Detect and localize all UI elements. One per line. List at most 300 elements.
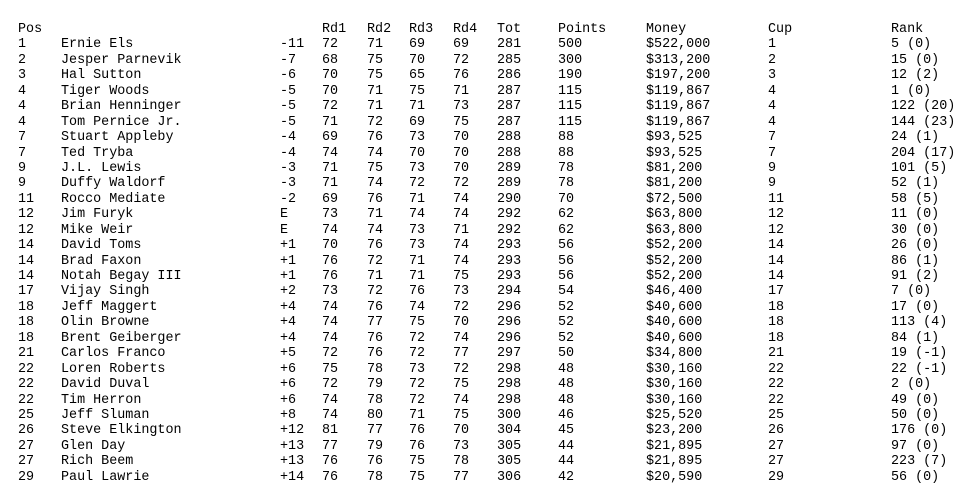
- cell-rd4: 72: [453, 52, 470, 68]
- cell-rank: 17 (0): [891, 299, 940, 315]
- cell-rd3: 73: [409, 238, 426, 254]
- cell-rd4: 72: [453, 176, 470, 192]
- cell-player-name: Paul Lawrie: [61, 469, 150, 485]
- cell-rd4: 70: [453, 315, 470, 331]
- cell-points: 46: [558, 407, 575, 423]
- cell-rank: 26 (0): [891, 238, 940, 254]
- table-row: [18, 68, 978, 83]
- cell-cup: 27: [768, 454, 785, 470]
- cell-points: 500: [558, 37, 583, 53]
- cell-player-name: Jesper Parnevik: [61, 52, 182, 68]
- cell-to-par: +6: [280, 377, 297, 393]
- header-tot: Tot: [497, 22, 522, 37]
- cell-total: 305: [497, 454, 522, 470]
- cell-rd4: 70: [453, 130, 470, 146]
- cell-rd2: 76: [367, 299, 384, 315]
- cell-rank: 176 (0): [891, 423, 948, 439]
- cell-rd3: 75: [409, 83, 426, 99]
- cell-player-name: Jim Furyk: [61, 207, 134, 223]
- cell-money: $52,200: [646, 253, 703, 269]
- cell-cup: 22: [768, 361, 785, 377]
- cell-money: $119,867: [646, 83, 711, 99]
- cell-money: $93,525: [646, 130, 703, 146]
- cell-to-par: -7: [280, 52, 297, 68]
- cell-player-name: Notah Begay III: [61, 269, 182, 284]
- cell-rd4: 74: [453, 207, 470, 223]
- cell-pos: 22: [18, 361, 35, 377]
- cell-total: 292: [497, 222, 522, 238]
- cell-rank: 204 (17): [891, 145, 956, 161]
- cell-rd2: 72: [367, 253, 384, 269]
- cell-pos: 7: [18, 130, 27, 146]
- cell-pos: 4: [18, 114, 27, 130]
- cell-total: 296: [497, 330, 522, 346]
- cell-rd1: 70: [322, 68, 339, 84]
- cell-total: 298: [497, 392, 522, 408]
- cell-rd1: 73: [322, 284, 339, 300]
- cell-total: 281: [497, 37, 522, 53]
- cell-rd3: 71: [409, 407, 426, 423]
- header-rd1: Rd1: [322, 22, 347, 37]
- cell-points: 52: [558, 330, 575, 346]
- cell-rd3: 71: [409, 253, 426, 269]
- cell-player-name: Jeff Maggert: [61, 299, 158, 315]
- header-rd2: Rd2: [367, 22, 392, 37]
- table-row: [18, 377, 978, 392]
- cell-rd3: 71: [409, 191, 426, 207]
- cell-cup: 18: [768, 330, 785, 346]
- cell-rd2: 76: [367, 238, 384, 254]
- cell-rd3: 71: [409, 99, 426, 115]
- cell-money: $40,600: [646, 330, 703, 346]
- cell-to-par: -5: [280, 99, 297, 115]
- cell-total: 293: [497, 269, 522, 284]
- cell-points: 48: [558, 392, 575, 408]
- cell-money: $30,160: [646, 392, 703, 408]
- cell-rd1: 74: [322, 392, 339, 408]
- cell-rd2: 76: [367, 454, 384, 470]
- cell-rd1: 72: [322, 37, 339, 53]
- cell-money: $21,895: [646, 454, 703, 470]
- cell-cup: 12: [768, 207, 785, 223]
- cell-rd4: 70: [453, 160, 470, 176]
- cell-to-par: -3: [280, 176, 297, 192]
- cell-to-par: E: [280, 222, 289, 238]
- cell-rd2: 78: [367, 469, 384, 485]
- cell-money: $522,000: [646, 37, 711, 53]
- cell-to-par: -4: [280, 130, 297, 146]
- cell-total: 296: [497, 299, 522, 315]
- cell-cup: 22: [768, 392, 785, 408]
- cell-total: 290: [497, 191, 522, 207]
- cell-rd3: 73: [409, 160, 426, 176]
- cell-rd4: 70: [453, 145, 470, 161]
- cell-points: 70: [558, 191, 575, 207]
- cell-rd3: 75: [409, 315, 426, 331]
- cell-player-name: Brian Henninger: [61, 99, 182, 115]
- cell-player-name: Ted Tryba: [61, 145, 134, 161]
- cell-rd3: 70: [409, 145, 426, 161]
- cell-to-par: -5: [280, 114, 297, 130]
- cell-player-name: Rocco Mediate: [61, 191, 166, 207]
- cell-pos: 17: [18, 284, 35, 300]
- cell-points: 44: [558, 454, 575, 470]
- table-row: [18, 238, 978, 253]
- cell-rank: 15 (0): [891, 52, 940, 68]
- cell-rank: 101 (5): [891, 160, 948, 176]
- cell-cup: 14: [768, 253, 785, 269]
- cell-rd2: 75: [367, 68, 384, 84]
- cell-cup: 27: [768, 438, 785, 454]
- cell-total: 289: [497, 160, 522, 176]
- cell-rd2: 71: [367, 37, 384, 53]
- cell-rd3: 65: [409, 68, 426, 84]
- cell-player-name: Carlos Franco: [61, 346, 166, 362]
- cell-to-par: +4: [280, 315, 297, 331]
- cell-total: 304: [497, 423, 522, 439]
- cell-cup: 29: [768, 469, 785, 485]
- cell-pos: 3: [18, 68, 27, 84]
- cell-points: 56: [558, 253, 575, 269]
- cell-pos: 1: [18, 37, 27, 53]
- cell-rd3: 70: [409, 52, 426, 68]
- cell-to-par: +1: [280, 238, 297, 254]
- cell-player-name: Glen Day: [61, 438, 126, 454]
- cell-player-name: Stuart Appleby: [61, 130, 174, 146]
- cell-total: 306: [497, 469, 522, 485]
- cell-rd2: 71: [367, 269, 384, 284]
- table-row: [18, 130, 978, 145]
- cell-points: 62: [558, 207, 575, 223]
- table-row: [18, 423, 978, 438]
- cell-player-name: Steve Elkington: [61, 423, 182, 439]
- cell-points: 52: [558, 315, 575, 331]
- cell-rd1: 76: [322, 269, 339, 284]
- cell-money: $197,200: [646, 68, 711, 84]
- cell-rd1: 77: [322, 438, 339, 454]
- cell-to-par: -5: [280, 83, 297, 99]
- cell-player-name: J.L. Lewis: [61, 160, 142, 176]
- cell-rd3: 73: [409, 130, 426, 146]
- cell-rd1: 76: [322, 469, 339, 485]
- cell-points: 300: [558, 52, 583, 68]
- cell-money: $63,800: [646, 222, 703, 238]
- cell-rd2: 71: [367, 83, 384, 99]
- cell-player-name: Hal Sutton: [61, 68, 142, 84]
- table-row: [18, 346, 978, 361]
- cell-rd3: 74: [409, 299, 426, 315]
- cell-rd2: 72: [367, 114, 384, 130]
- cell-rd2: 71: [367, 207, 384, 223]
- header-cup: Cup: [768, 22, 793, 37]
- cell-cup: 14: [768, 269, 785, 284]
- cell-rank: 50 (0): [891, 407, 940, 423]
- cell-rank: 24 (1): [891, 130, 940, 146]
- cell-cup: 21: [768, 346, 785, 362]
- cell-pos: 2: [18, 52, 27, 68]
- cell-to-par: +6: [280, 361, 297, 377]
- cell-rank: 7 (0): [891, 284, 932, 300]
- cell-rank: 223 (7): [891, 454, 948, 470]
- header-money: Money: [646, 22, 687, 37]
- cell-rd4: 72: [453, 361, 470, 377]
- cell-points: 48: [558, 361, 575, 377]
- cell-pos: 9: [18, 160, 27, 176]
- cell-pos: 11: [18, 191, 35, 207]
- cell-rd3: 76: [409, 284, 426, 300]
- cell-rd3: 73: [409, 222, 426, 238]
- cell-pos: 12: [18, 222, 35, 238]
- cell-rd4: 76: [453, 68, 470, 84]
- cell-rd1: 72: [322, 346, 339, 362]
- cell-rd4: 71: [453, 83, 470, 99]
- cell-rd3: 72: [409, 176, 426, 192]
- cell-rd2: 71: [367, 99, 384, 115]
- cell-rd1: 76: [322, 253, 339, 269]
- cell-player-name: Brad Faxon: [61, 253, 142, 269]
- table-row: [18, 161, 978, 176]
- cell-player-name: Vijay Singh: [61, 284, 150, 300]
- cell-total: 298: [497, 361, 522, 377]
- cell-rd4: 71: [453, 222, 470, 238]
- cell-points: 50: [558, 346, 575, 362]
- cell-pos: 18: [18, 299, 35, 315]
- cell-rank: 86 (1): [891, 253, 940, 269]
- cell-rd4: 77: [453, 469, 470, 485]
- cell-pos: 14: [18, 253, 35, 269]
- cell-pos: 14: [18, 238, 35, 254]
- cell-rank: 22 (-1): [891, 361, 948, 377]
- cell-total: 293: [497, 253, 522, 269]
- cell-money: $23,200: [646, 423, 703, 439]
- cell-pos: 4: [18, 99, 27, 115]
- table-row: [18, 408, 978, 423]
- cell-cup: 17: [768, 284, 785, 300]
- cell-money: $25,520: [646, 407, 703, 423]
- cell-to-par: +12: [280, 423, 305, 439]
- cell-to-par: -4: [280, 145, 297, 161]
- cell-money: $313,200: [646, 52, 711, 68]
- cell-rd1: 71: [322, 114, 339, 130]
- cell-total: 293: [497, 238, 522, 254]
- cell-rd2: 80: [367, 407, 384, 423]
- cell-money: $81,200: [646, 160, 703, 176]
- cell-rd4: 73: [453, 99, 470, 115]
- cell-money: $34,800: [646, 346, 703, 362]
- cell-cup: 4: [768, 99, 777, 115]
- cell-total: 288: [497, 130, 522, 146]
- cell-points: 78: [558, 176, 575, 192]
- cell-rd4: 74: [453, 191, 470, 207]
- cell-player-name: Olin Browne: [61, 315, 150, 331]
- cell-money: $72,500: [646, 191, 703, 207]
- cell-cup: 18: [768, 299, 785, 315]
- cell-rank: 2 (0): [891, 377, 932, 393]
- cell-pos: 12: [18, 207, 35, 223]
- cell-player-name: Duffy Waldorf: [61, 176, 166, 192]
- table-row: [18, 146, 978, 161]
- cell-total: 287: [497, 114, 522, 130]
- cell-pos: 29: [18, 469, 35, 485]
- cell-rd3: 75: [409, 454, 426, 470]
- table-row: [18, 99, 978, 114]
- table-row: [18, 84, 978, 99]
- cell-cup: 1: [768, 37, 777, 53]
- cell-rd4: 73: [453, 438, 470, 454]
- cell-rank: 1 (0): [891, 83, 932, 99]
- cell-rd1: 74: [322, 330, 339, 346]
- cell-cup: 4: [768, 114, 777, 130]
- cell-pos: 22: [18, 392, 35, 408]
- cell-player-name: Ernie Els: [61, 37, 134, 53]
- table-row: [18, 269, 978, 284]
- table-row: [18, 315, 978, 330]
- cell-money: $119,867: [646, 114, 711, 130]
- cell-money: $52,200: [646, 238, 703, 254]
- cell-total: 305: [497, 438, 522, 454]
- cell-rd1: 74: [322, 299, 339, 315]
- cell-pos: 26: [18, 423, 35, 439]
- cell-rd2: 77: [367, 423, 384, 439]
- cell-rd1: 70: [322, 83, 339, 99]
- cell-rd2: 72: [367, 284, 384, 300]
- cell-rd1: 71: [322, 176, 339, 192]
- cell-points: 115: [558, 83, 583, 99]
- cell-player-name: Loren Roberts: [61, 361, 166, 377]
- cell-pos: 22: [18, 377, 35, 393]
- cell-rd4: 74: [453, 253, 470, 269]
- cell-pos: 27: [18, 454, 35, 470]
- cell-rd1: 69: [322, 191, 339, 207]
- table-row: [18, 284, 978, 299]
- cell-rd1: 72: [322, 377, 339, 393]
- cell-cup: 22: [768, 377, 785, 393]
- cell-points: 52: [558, 299, 575, 315]
- cell-rank: 11 (0): [891, 207, 940, 223]
- cell-pos: 27: [18, 438, 35, 454]
- cell-cup: 9: [768, 160, 777, 176]
- cell-rd4: 75: [453, 407, 470, 423]
- cell-money: $21,895: [646, 438, 703, 454]
- cell-money: $93,525: [646, 145, 703, 161]
- table-row: [18, 176, 978, 191]
- cell-player-name: Tim Herron: [61, 392, 142, 408]
- cell-total: 289: [497, 176, 522, 192]
- cell-cup: 18: [768, 315, 785, 331]
- cell-to-par: +6: [280, 392, 297, 408]
- cell-to-par: -2: [280, 191, 297, 207]
- cell-rd2: 79: [367, 438, 384, 454]
- cell-to-par: +8: [280, 407, 297, 423]
- cell-to-par: +1: [280, 269, 297, 284]
- cell-rd1: 74: [322, 222, 339, 238]
- cell-money: $40,600: [646, 299, 703, 315]
- cell-rank: 49 (0): [891, 392, 940, 408]
- cell-rd3: 69: [409, 37, 426, 53]
- cell-cup: 11: [768, 191, 785, 207]
- cell-rank: 12 (2): [891, 68, 940, 84]
- header-points: Points: [558, 22, 607, 37]
- cell-to-par: +1: [280, 253, 297, 269]
- cell-total: 296: [497, 315, 522, 331]
- cell-rd1: 71: [322, 160, 339, 176]
- cell-rank: 97 (0): [891, 438, 940, 454]
- cell-rd1: 68: [322, 52, 339, 68]
- header-rd3: Rd3: [409, 22, 434, 37]
- cell-player-name: Mike Weir: [61, 222, 134, 238]
- cell-cup: 25: [768, 407, 785, 423]
- header-row: [18, 22, 978, 37]
- cell-player-name: Rich Beem: [61, 454, 134, 470]
- cell-rank: 56 (0): [891, 469, 940, 485]
- cell-rd3: 72: [409, 392, 426, 408]
- cell-cup: 12: [768, 222, 785, 238]
- cell-rd3: 76: [409, 423, 426, 439]
- table-row: [18, 439, 978, 454]
- cell-to-par: -3: [280, 160, 297, 176]
- cell-pos: 9: [18, 176, 27, 192]
- cell-player-name: David Duval: [61, 377, 150, 393]
- cell-rd4: 75: [453, 114, 470, 130]
- table-row: [18, 393, 978, 408]
- cell-money: $119,867: [646, 99, 711, 115]
- header-rd4: Rd4: [453, 22, 478, 37]
- cell-cup: 2: [768, 52, 777, 68]
- cell-rd3: 72: [409, 346, 426, 362]
- table-row: [18, 454, 978, 469]
- cell-rank: 58 (5): [891, 191, 940, 207]
- cell-money: $46,400: [646, 284, 703, 300]
- cell-player-name: David Toms: [61, 238, 142, 254]
- cell-rd2: 76: [367, 330, 384, 346]
- cell-rd2: 74: [367, 222, 384, 238]
- cell-cup: 14: [768, 238, 785, 254]
- cell-rd1: 75: [322, 361, 339, 377]
- table-body: [18, 37, 978, 485]
- cell-points: 44: [558, 438, 575, 454]
- table-row: [18, 331, 978, 346]
- cell-pos: 18: [18, 315, 35, 331]
- cell-pos: 25: [18, 407, 35, 423]
- cell-total: 297: [497, 346, 522, 362]
- cell-rd3: 74: [409, 207, 426, 223]
- cell-pos: 18: [18, 330, 35, 346]
- cell-money: $20,590: [646, 469, 703, 485]
- table-row: [18, 362, 978, 377]
- cell-rd4: 78: [453, 454, 470, 470]
- cell-points: 88: [558, 145, 575, 161]
- cell-rd4: 74: [453, 330, 470, 346]
- table-row: [18, 192, 978, 207]
- cell-rd2: 77: [367, 315, 384, 331]
- cell-cup: 7: [768, 130, 777, 146]
- cell-rd2: 76: [367, 130, 384, 146]
- cell-total: 292: [497, 207, 522, 223]
- cell-rd2: 74: [367, 145, 384, 161]
- cell-rd2: 76: [367, 191, 384, 207]
- cell-rank: 91 (2): [891, 269, 940, 284]
- table-row: [18, 37, 978, 52]
- cell-rd3: 71: [409, 269, 426, 284]
- cell-points: 48: [558, 377, 575, 393]
- cell-money: $30,160: [646, 361, 703, 377]
- cell-total: 294: [497, 284, 522, 300]
- cell-rd1: 81: [322, 423, 339, 439]
- cell-points: 115: [558, 99, 583, 115]
- table-row: [18, 53, 978, 68]
- cell-rank: 19 (-1): [891, 346, 948, 362]
- cell-total: 285: [497, 52, 522, 68]
